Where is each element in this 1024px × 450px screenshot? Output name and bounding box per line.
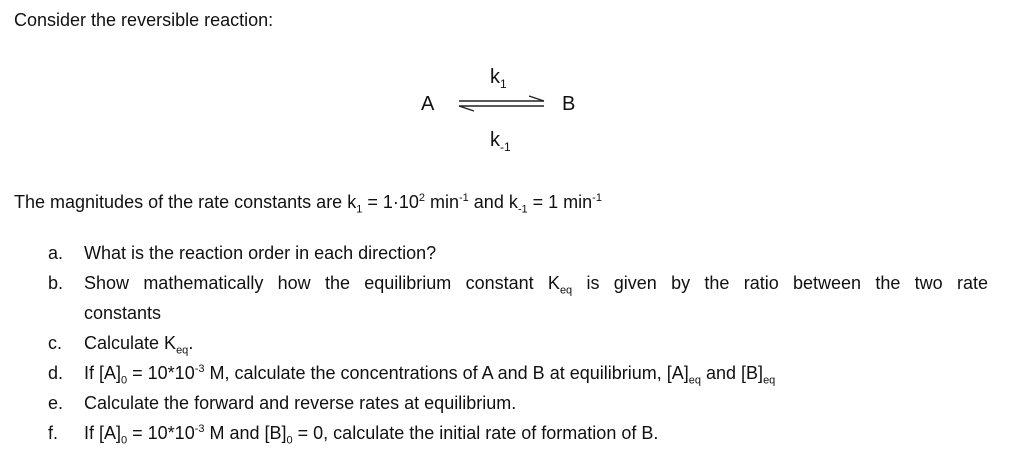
question-f: f. If $[A]_0 = 10*10^{-3}$ M and $[B]_0 = 0$, calculate the initial rate of formation of B. [48, 423, 659, 447]
equilibrium-arrows [0, 0, 1024, 180]
question-c: c. Calculate $K_{eq}$. [48, 333, 194, 357]
reaction-scheme [0, 0, 1024, 180]
product-b: B [562, 93, 576, 115]
rate-constants-statement: The magnitudes of the rate constants are $k_1 = 1\cdot 10^2$ $\min^{-1}$ and $k_{-1} = 1$ $\min^{-1}$ [14, 192, 602, 216]
question-list [48, 238, 988, 448]
reactant-a: A [421, 93, 435, 115]
intro-text: Consider the reversible reaction: [14, 10, 274, 30]
forward-rate-constant-label: $k_1$ [490, 66, 507, 91]
reverse-rate-constant-label: $k_{-1}$ [490, 129, 511, 154]
question-e: e. Calculate the forward and reverse rates at equilibrium. [48, 393, 517, 413]
question-a: a. What is the reaction order in each direction? [48, 243, 437, 263]
question-d: d. If $[A]_0 = 10*10^{-3}$ M, calculate the concentrations of A and B at equilibrium, $[A]_{eq}$ and $[B]_{eq}$ [48, 363, 776, 387]
question-b: b. Show mathematically how the equilibrium constant $K_{eq}$ is given by the ratio between the two rate constants [48, 273, 988, 323]
